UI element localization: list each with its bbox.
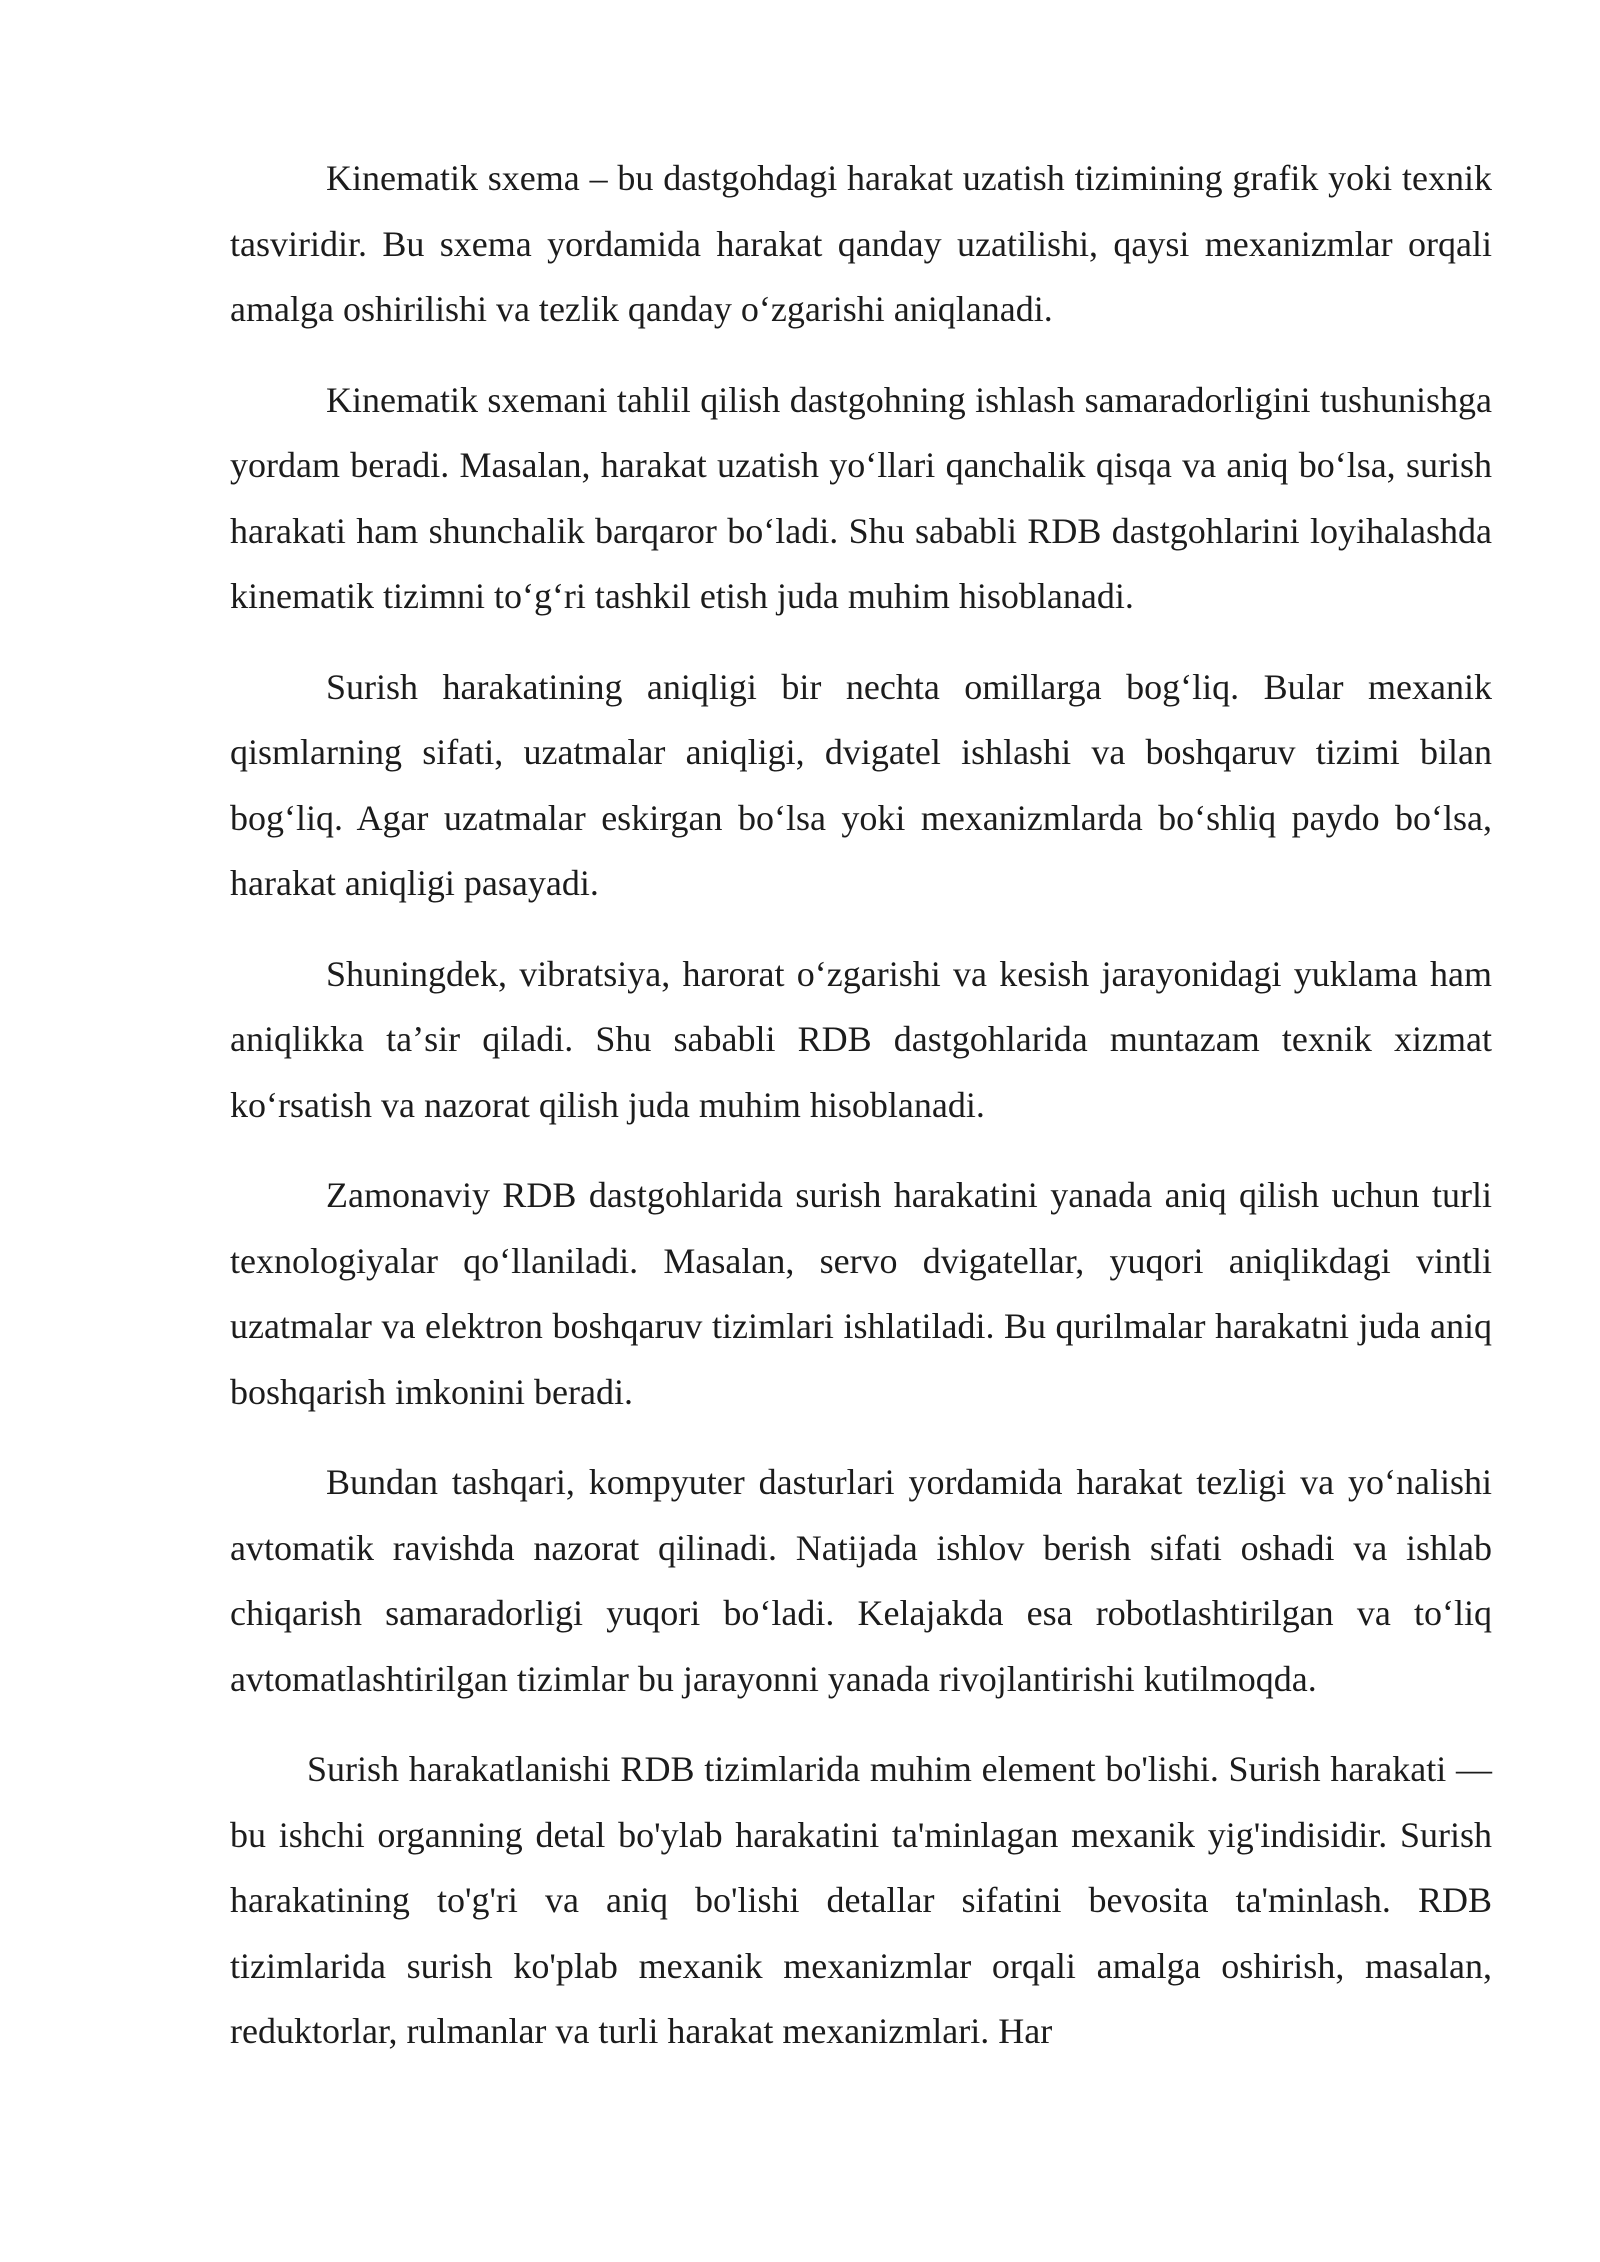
paragraph-vibratsiya: Shuningdek, vibratsiya, harorat oʻzgarishi va kesish jarayonidagi yuklama ham aniqlikka taʼsir qiladi. Shu sababli RDB dastgohlarida muntazam texnik xizmat koʻrsatish va nazorat qilish juda muhim hisoblanadi.: [230, 953, 1492, 1125]
paragraph-kompyuter-dasturlari: Bundan tashqari, kompyuter dasturlari yordamida harakat tezligi va yoʻnalishi avtomatik ravishda nazorat qilinadi. Natijada ishlov berish sifati oshadi va ishlab chiqarish samaradorligi yuqori boʻladi. Kelajakda esa robotlashtirilgan va toʻliq avtomatlashtirilgan tizimlar bu jarayonni yanada rivojlantirishi kutilmoqda.: [230, 1462, 1492, 1699]
paragraph-kinematik-sxema: Kinematik sxema – bu dastgohdagi harakat uzatish tizimining grafik yoki texnik tasviridir. Bu sxema yordamida harakat qanday uzatilishi, qaysi mexanizmlar orqali amalga oshirilishi va tezlik qanday oʻzgarishi aniqlanadi.: [230, 158, 1492, 329]
paragraph-kinematik-tahlil: Kinematik sxemani tahlil qilish dastgohning ishlash samaradorligini tushunishga yordam beradi. Masalan, harakat uzatish yoʻllari qanchalik qisqa va aniq boʻlsa, surish harakati ham shunchalik barqaror boʻladi. Shu sababli RDB dastgohlarini loyihalashda kinematik tizimni toʻgʻri tashkil etish juda muhim hisoblanadi.: [230, 379, 1492, 616]
paragraph-zamonaviy-rdb: Zamonaviy RDB dastgohlarida surish harakatini yanada aniq qilish uchun turli texnologiyalar qoʻllaniladi. Masalan, servo dvigatellar, yuqori aniqlikdagi vintli uzatmalar va elektron boshqaruv tizimlari ishlatiladi. Bu qurilmalar harakatni juda aniq boshqarish imkonini beradi.: [230, 1175, 1492, 1412]
document-body: [230, 146, 1492, 2065]
paragraph-surish-aniqligi: Surish harakatining aniqligi bir nechta omillarga bogʻliq. Bular mexanik qismlarning sifati, uzatmalar aniqligi, dvigatel ishlashi va boshqaruv tizimi bilan bogʻliq. Agar uzatmalar eskirgan boʻlsa yoki mexanizmlarda boʻshliq paydo boʻlsa, harakat aniqligi pasayadi.: [230, 666, 1492, 903]
paragraph-surish-harakatlanishi: Surish harakatlanishi RDB tizimlarida muhim element bo'lishi. Surish harakati — bu ishchi organning detal bo'ylab harakatini ta'minlagan mexanik yig'indisidir. Surish harakatining to'g'ri va aniq bo'lishi detallar sifatini bevosita ta'minlash. RDB tizimlarida surish ko'plab mexanik mexanizmlar orqali amalga oshirish, masalan, reduktorlar, rulmanlar va turli harakat mexanizmlari. Har: [230, 1749, 1492, 2051]
